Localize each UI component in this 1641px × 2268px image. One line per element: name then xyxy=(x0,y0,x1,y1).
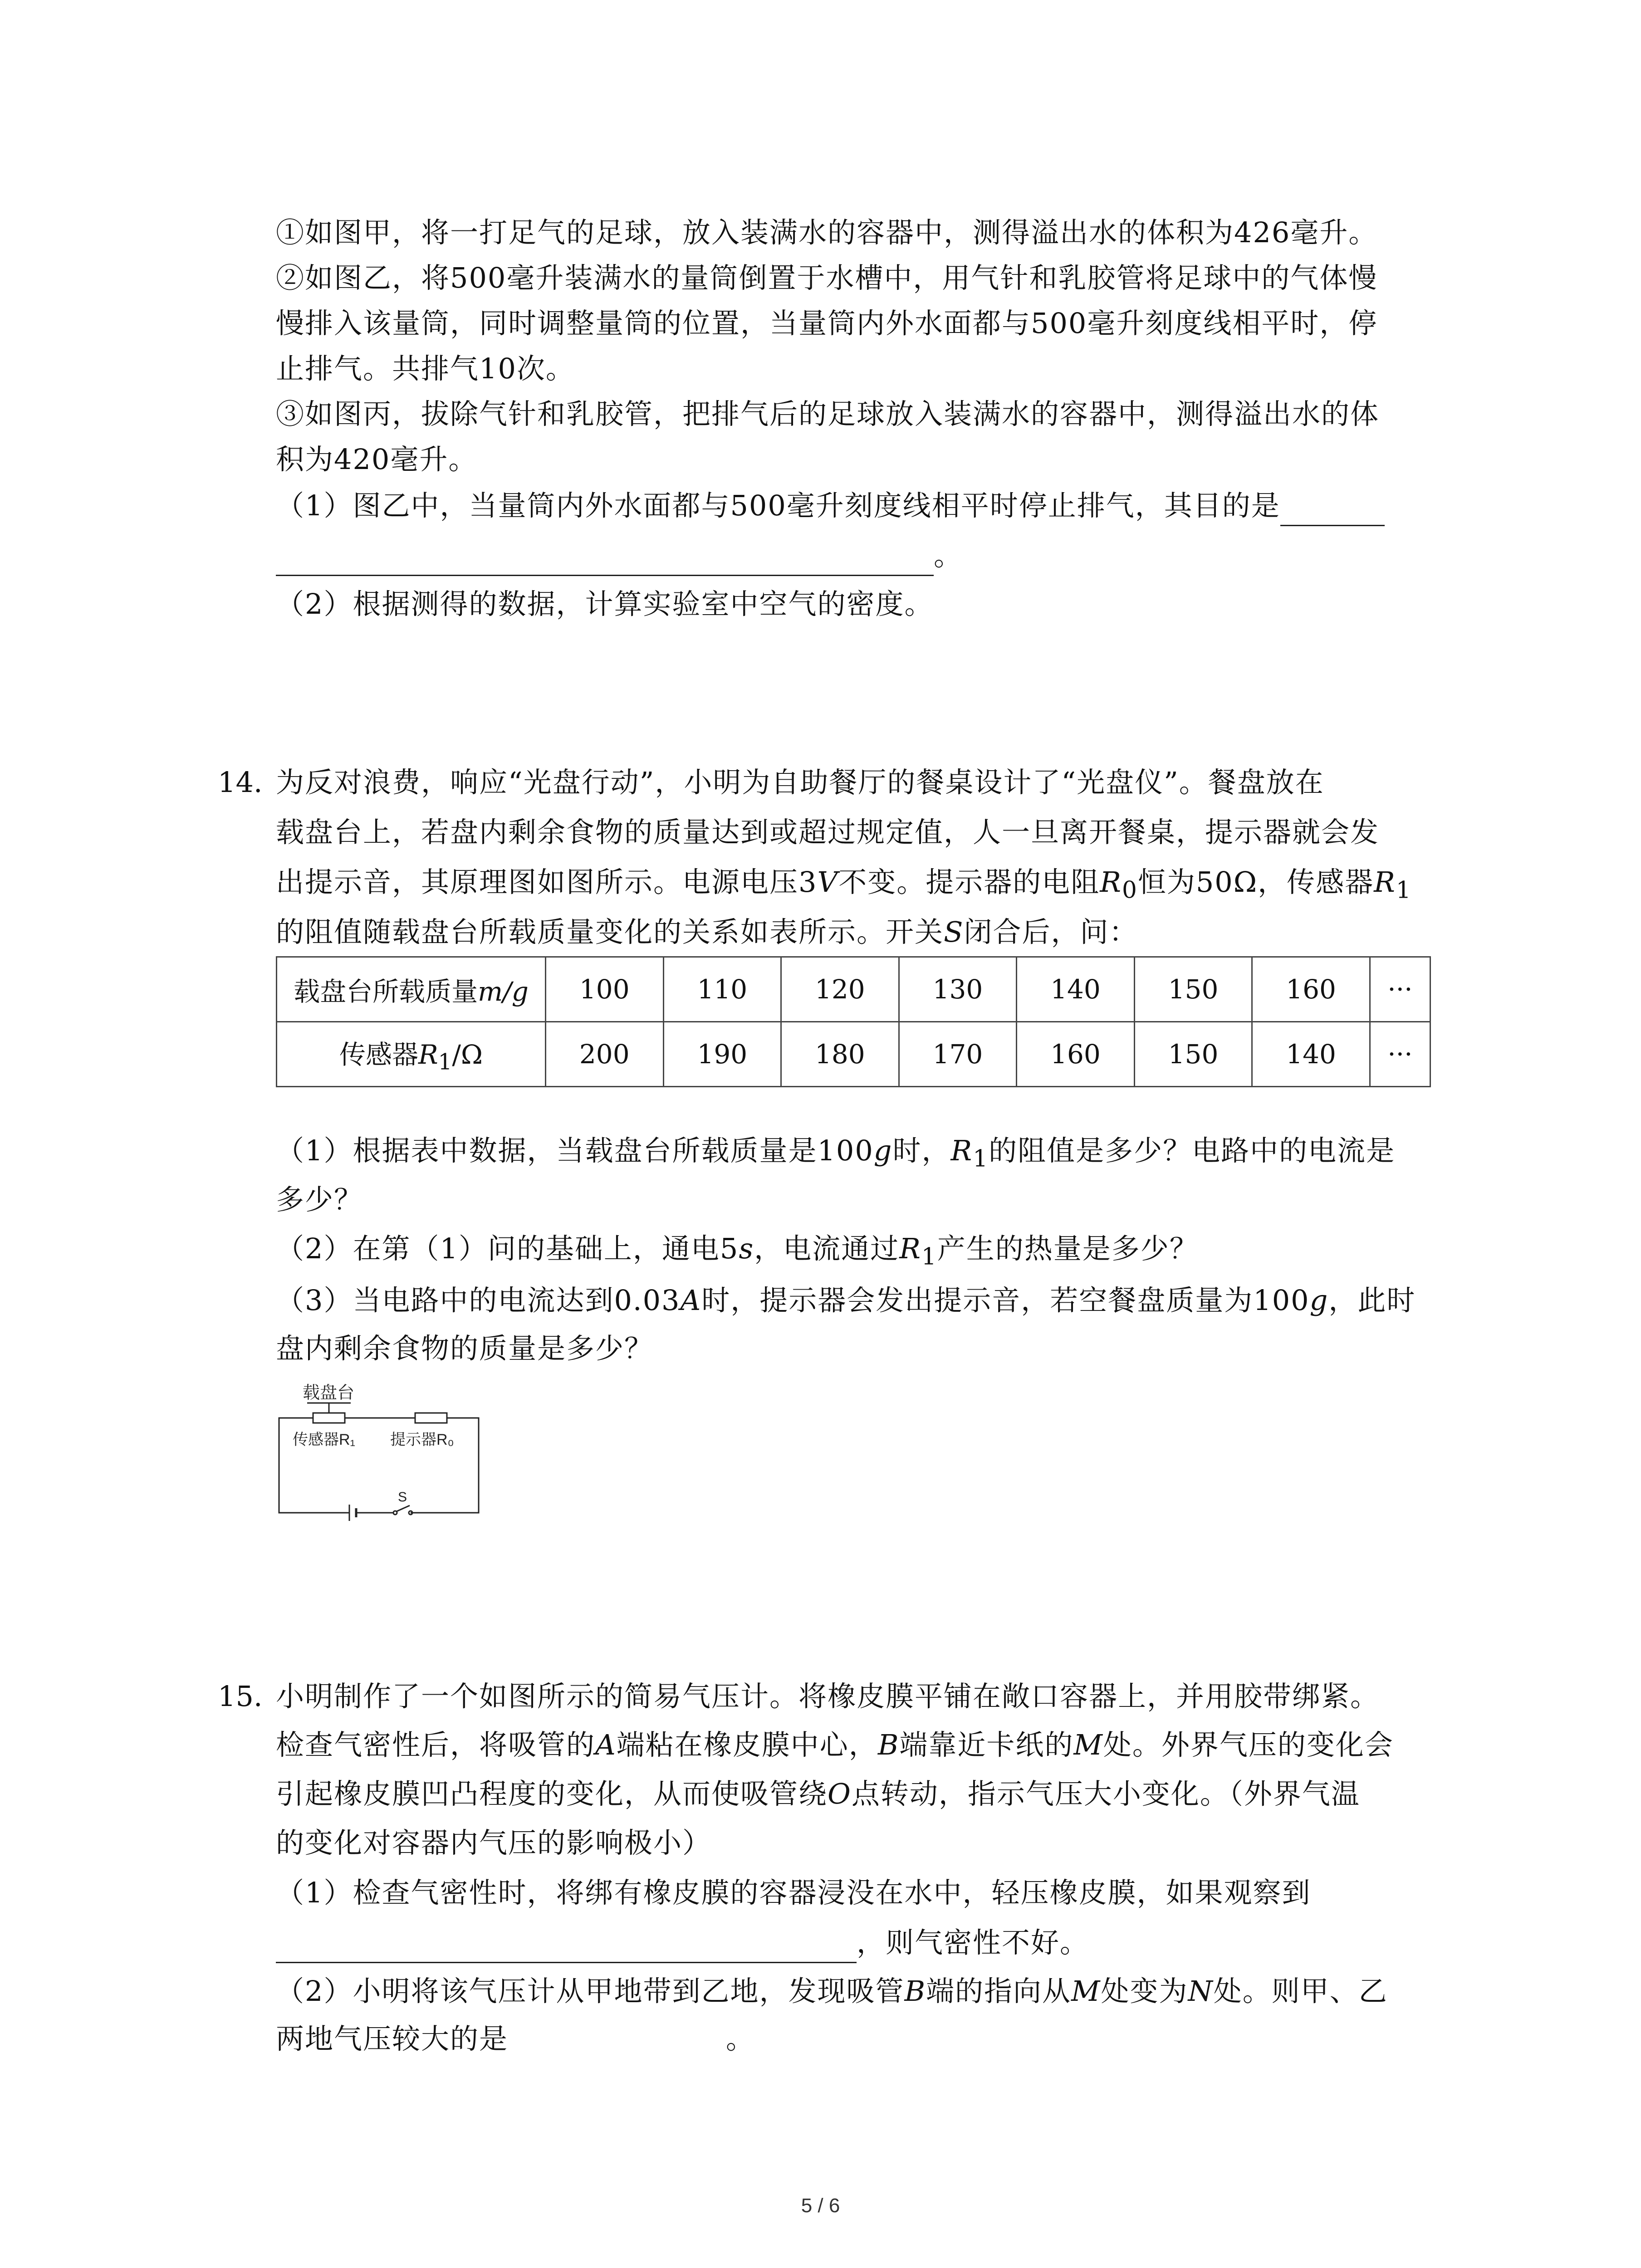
text: 时， xyxy=(892,1134,951,1167)
q15-line1: 小明制作了一个如图所示的简易气压计。将橡皮膜平铺在敞口容器上，并用胶带绑紧。 xyxy=(276,1680,1380,1713)
text: ，则气密性不好。 xyxy=(857,1926,1089,1959)
var: O xyxy=(828,1777,852,1810)
page-number: 5 / 6 xyxy=(801,2195,840,2217)
table-cell: 180 xyxy=(781,1022,899,1087)
text: 两地气压较大的是 xyxy=(276,2022,509,2055)
table-row xyxy=(277,1022,1430,1087)
var: A xyxy=(680,1284,702,1317)
q14-line4 xyxy=(276,912,1138,953)
alarm-label: 提示器R₀ xyxy=(390,1431,454,1448)
text: 恒为50Ω，传感器 xyxy=(1137,865,1374,899)
var: B xyxy=(877,1728,900,1761)
text: 。 xyxy=(726,2022,755,2055)
table-cell: 140 xyxy=(1252,1022,1370,1087)
answer-blank[interactable] xyxy=(1280,493,1385,526)
q14-sub1-cont: 多少？ xyxy=(276,1183,363,1216)
q14-line2: 载盘台上，若盘内剩余食物的质量达到或超过规定值，人一旦离开餐桌，提示器就会发 xyxy=(276,816,1380,849)
table-cell: 140 xyxy=(1017,957,1135,1022)
subscript: 1 xyxy=(438,1049,452,1075)
var: m/g xyxy=(478,976,529,1007)
table-cell: ··· xyxy=(1370,1022,1430,1087)
var: g xyxy=(873,1134,893,1167)
q15-number: 15. xyxy=(218,1680,263,1713)
text: 载盘台所载质量 xyxy=(294,976,478,1007)
table-cell: 160 xyxy=(1017,1022,1135,1087)
var: R xyxy=(950,1134,973,1167)
q13-sub1 xyxy=(276,485,1385,526)
q13-sub2: （2）根据测得的数据，计算实验室中空气的密度。 xyxy=(276,587,934,621)
table-cell: ··· xyxy=(1370,957,1430,1022)
subscript: 0 xyxy=(1122,876,1138,904)
text: 端的指向从 xyxy=(926,1975,1072,2008)
text: 引起橡皮膜凹凸程度的变化，从而使吸管绕 xyxy=(276,1777,828,1810)
table-cell: 150 xyxy=(1134,1022,1252,1087)
var: V xyxy=(817,865,839,899)
table-header-mass xyxy=(277,957,546,1022)
q14-sub2 xyxy=(276,1228,1199,1277)
text: 传感器 xyxy=(339,1039,418,1070)
q13-sub1-cont xyxy=(276,535,963,576)
answer-blank[interactable] xyxy=(276,543,934,576)
text: 不变。提示器的电阻 xyxy=(838,865,1100,899)
text: 处。则甲、乙 xyxy=(1213,1975,1388,2008)
subscript: 1 xyxy=(1396,876,1412,904)
text: （2）在第（1）问的基础上，通电5 xyxy=(276,1232,739,1265)
q15-line2 xyxy=(276,1725,1394,1765)
text: 处变为 xyxy=(1101,1975,1188,2008)
text: （1）根据表中数据，当载盘台所载质量是100 xyxy=(276,1134,874,1167)
var: s xyxy=(739,1232,754,1265)
q15-line3 xyxy=(276,1774,1360,1814)
sensor-table xyxy=(276,956,1431,1087)
switch-lever xyxy=(397,1505,410,1511)
text: 出提示音，其原理图如图所示。电源电压3 xyxy=(276,865,818,899)
table-header-resistance xyxy=(277,1022,546,1087)
var: R xyxy=(418,1039,438,1070)
var: S xyxy=(944,915,964,948)
q13-step2-line1: ②如图乙，将500毫升装满水的量筒倒置于水槽中，用气针和乳胶管将足球中的气体慢 xyxy=(276,261,1378,294)
sensor-resistor xyxy=(313,1413,345,1423)
text: 端粘在橡皮膜中心， xyxy=(616,1728,878,1761)
q14-number: 14. xyxy=(218,766,263,799)
var: g xyxy=(1309,1284,1329,1317)
q14-sub1 xyxy=(276,1130,1395,1179)
q13-step3-line2: 积为420毫升。 xyxy=(276,443,478,476)
sensor-label: 传感器R₁ xyxy=(293,1431,356,1448)
q13-step2-line2: 慢排入该量筒，同时调整量筒的位置，当量筒内外水面都与500毫升刻度线相平时，停 xyxy=(276,307,1378,340)
q15-sub1-cont xyxy=(276,1922,1089,1963)
table-cell: 150 xyxy=(1134,957,1252,1022)
var: N xyxy=(1188,1975,1214,2008)
switch-pivot xyxy=(393,1511,397,1515)
q15-sub2-cont xyxy=(276,2019,755,2059)
platform-label: 载盘台 xyxy=(303,1383,355,1403)
text: 端靠近卡纸的 xyxy=(899,1728,1074,1761)
q14-sub3-cont: 盘内剩余食物的质量是多少？ xyxy=(276,1332,654,1365)
var: R xyxy=(899,1232,921,1265)
text: 的阻值是多少？电路中的电流是 xyxy=(989,1134,1396,1167)
var: M xyxy=(1071,1975,1101,2008)
text: 产生的热量是多少？ xyxy=(937,1232,1199,1265)
q15-sub2 xyxy=(276,1971,1388,2012)
q14-line1: 为反对浪费，响应“光盘行动”，小明为自助餐厅的餐桌设计了“光盘仪”。餐盘放在 xyxy=(276,766,1324,799)
text: 的阻值随载盘台所载质量变化的关系如表所示。开关 xyxy=(276,915,944,948)
answer-blank[interactable] xyxy=(508,2028,726,2059)
q13-step2-line3: 止排气。共排气10次。 xyxy=(276,352,575,385)
text: ，电流通过 xyxy=(754,1232,900,1265)
var: A xyxy=(595,1728,617,1761)
var: B xyxy=(904,1975,926,2008)
text: 处。外界气压的变化会 xyxy=(1103,1728,1394,1761)
text: 闭合后，问： xyxy=(964,915,1138,948)
table-cell: 110 xyxy=(663,957,781,1022)
table-cell: 190 xyxy=(663,1022,781,1087)
text: ，此时 xyxy=(1328,1284,1416,1317)
q14-sub3 xyxy=(276,1280,1416,1321)
q15-sub1: （1）检查气密性时，将绑有橡皮膜的容器浸没在水中，轻压橡皮膜，如果观察到 xyxy=(276,1876,1311,1909)
var: R xyxy=(1374,865,1396,899)
text: 点转动，指示气压大小变化。（外界气温 xyxy=(851,1777,1360,1810)
q13-sub1-text: （1）图乙中，当量筒内外水面都与500毫升刻度线相平时停止排气，其目的是 xyxy=(276,489,1280,522)
switch-label: S xyxy=(398,1490,407,1505)
text: 检查气密性后，将吸管的 xyxy=(276,1728,596,1761)
table-cell: 120 xyxy=(781,957,899,1022)
table-cell: 160 xyxy=(1252,957,1370,1022)
alarm-resistor xyxy=(415,1413,447,1423)
text: /Ω xyxy=(452,1039,483,1070)
q14-line3 xyxy=(276,862,1412,910)
q13-step1: ①如图甲，将一打足气的足球，放入装满水的容器中，测得溢出水的体积为426毫升。 xyxy=(276,216,1378,249)
table-cell: 200 xyxy=(546,1022,664,1087)
text: （2）小明将该气压计从甲地带到乙地，发现吸管 xyxy=(276,1975,905,2008)
answer-blank[interactable] xyxy=(276,1930,857,1963)
text: （3）当电路中的电流达到0.03 xyxy=(276,1284,681,1317)
q13-step3-line1: ③如图丙，拔除气针和乳胶管，把排气后的足球放入装满水的容器中，测得溢出水的体 xyxy=(276,397,1380,430)
circuit-diagram xyxy=(274,1377,483,1526)
table-cell: 100 xyxy=(546,957,664,1022)
q13-sub1-end: 。 xyxy=(934,539,963,572)
table-cell: 130 xyxy=(899,957,1017,1022)
subscript: 1 xyxy=(973,1145,989,1173)
subscript: 1 xyxy=(921,1243,937,1271)
table-row xyxy=(277,957,1430,1022)
var: R xyxy=(1100,865,1122,899)
var: M xyxy=(1073,1728,1103,1761)
q15-line4: 的变化对容器内气压的影响极小） xyxy=(276,1826,712,1859)
table-cell: 170 xyxy=(899,1022,1017,1087)
text: 时，提示器会发出提示音，若空餐盘质量为100 xyxy=(701,1284,1310,1317)
